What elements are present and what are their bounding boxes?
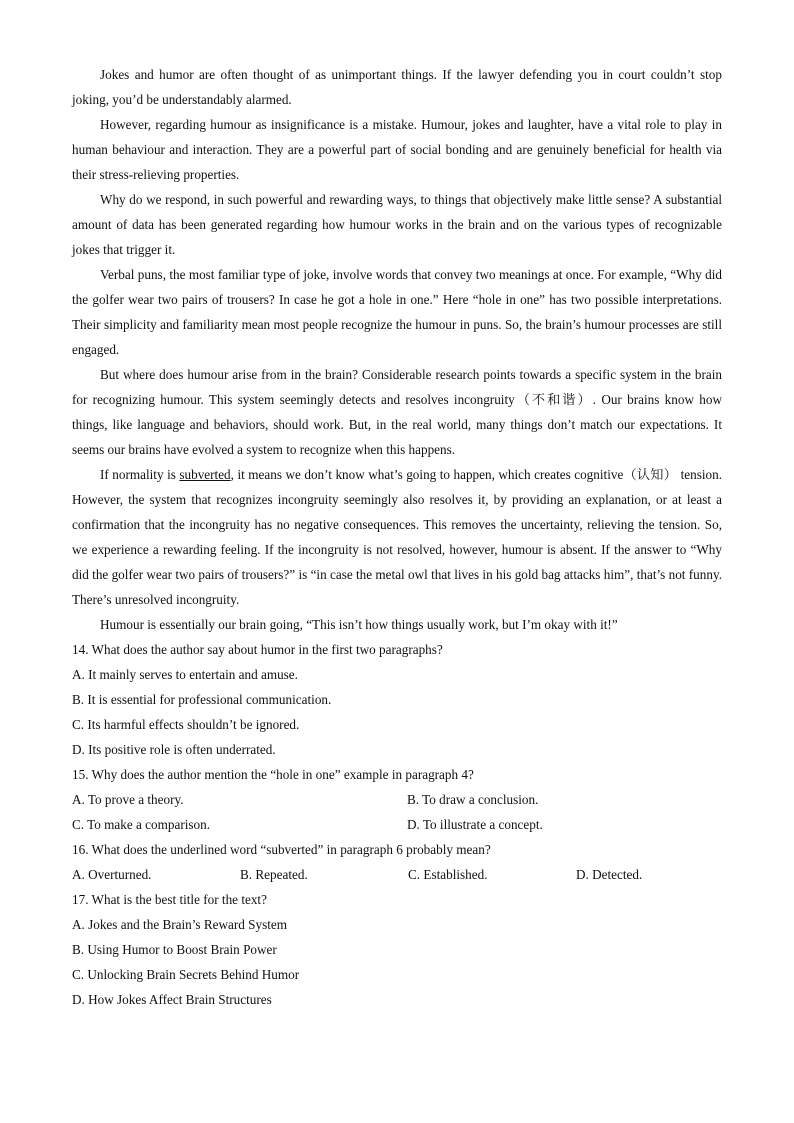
option-d: D. To illustrate a concept. <box>407 817 543 832</box>
option-c: C. Unlocking Brain Secrets Behind Humor <box>72 967 300 982</box>
option-d: D. How Jokes Affect Brain Structures <box>72 992 272 1007</box>
option-b: B. Repeated. <box>240 867 308 882</box>
paragraph-5: But where does humour arise from in the brain? Considerable research points towards a specific system in the brain for recognizing humour. This system seemingly detects and resolves incongruity（不和谐）. Our brains know how things, like language and behaviors, should work. But, in the real world, many things don’t match our expectations. It seems our brains have evolved a system to recognize when this happens. <box>72 367 722 457</box>
options-row <box>72 862 722 887</box>
options-row-2 <box>72 812 722 837</box>
option-b: B. It is essential for professional communication. <box>72 692 332 707</box>
passage <box>72 62 722 637</box>
paragraph-3: Why do we respond, in such powerful and rewarding ways, to things that objectively make little sense? A substantial amount of data has been generated regarding how humour works in the brain and on the various types of recognizable jokes that trigger it. <box>72 192 722 257</box>
question-17 <box>72 887 722 1012</box>
option-c: C. To make a comparison. <box>72 817 211 832</box>
question-stem: 16. What does the underlined word “subverted” in paragraph 6 probably mean? <box>72 842 491 857</box>
question-stem: 15. Why does the author mention the “hole in one” example in paragraph 4? <box>72 767 474 782</box>
option-b: B. To draw a conclusion. <box>407 792 539 807</box>
question-15 <box>72 762 722 837</box>
paragraph-6-rest: , it means we don’t know what’s going to happen, which creates cognitive（认知） tension. However, the system that recognizes incongruity seemingly also resolves it, by providing an explanation, or at least a confirmation that the incongruity has no negative consequences. This removes the uncertainty, relieving the tension. So, we experience a rewarding feeling. If the incongruity is not resolved, however, humour is absent. If the answer to “Why did the golfer wear two pairs of trousers?” is “in case the metal owl that lives in his gold bag attacks him”, that’s not funny. There’s unresolved incongruity. <box>72 467 722 607</box>
paragraph-6-start: If normality is <box>100 467 180 482</box>
underlined-word: subverted <box>179 467 231 482</box>
paragraph-7: Humour is essentially our brain going, “This isn’t how things usually work, but I’m okay with it!” <box>100 617 618 632</box>
option-b: B. Using Humor to Boost Brain Power <box>72 942 277 957</box>
options-row-1 <box>72 787 722 812</box>
question-stem: 14. What does the author say about humor in the first two paragraphs? <box>72 642 443 657</box>
option-d: D. Its positive role is often underrated. <box>72 742 276 757</box>
option-a: A. It mainly serves to entertain and amuse. <box>72 667 298 682</box>
paragraph-6 <box>72 462 722 612</box>
question-14 <box>72 637 722 762</box>
paragraph-2: However, regarding humour as insignificance is a mistake. Humour, jokes and laughter, have a vital role to play in human behaviour and interaction. They are a powerful part of social bonding and are genuinely beneficial for health via their stress-relieving properties. <box>72 117 722 182</box>
option-d: D. Detected. <box>576 867 643 882</box>
option-c: C. Its harmful effects shouldn’t be ignored. <box>72 717 300 732</box>
paragraph-4: Verbal puns, the most familiar type of joke, involve words that convey two meanings at once. For example, “Why did the golfer wear two pairs of trousers? In case he got a hole in one.” Here “hole in one” has two possible interpretations. Their simplicity and familiarity mean most people recognize the humour in puns. So, the brain’s humour processes are still engaged. <box>72 267 722 357</box>
question-16 <box>72 837 722 887</box>
paragraph-1: Jokes and humor are often thought of as unimportant things. If the lawyer defending you in court couldn’t stop joking, you’d be understandably alarmed. <box>72 67 722 107</box>
question-stem: 17. What is the best title for the text? <box>72 892 267 907</box>
option-a: A. To prove a theory. <box>72 792 184 807</box>
option-c: C. Established. <box>408 867 488 882</box>
option-a: A. Jokes and the Brain’s Reward System <box>72 917 287 932</box>
option-a: A. Overturned. <box>72 867 152 882</box>
